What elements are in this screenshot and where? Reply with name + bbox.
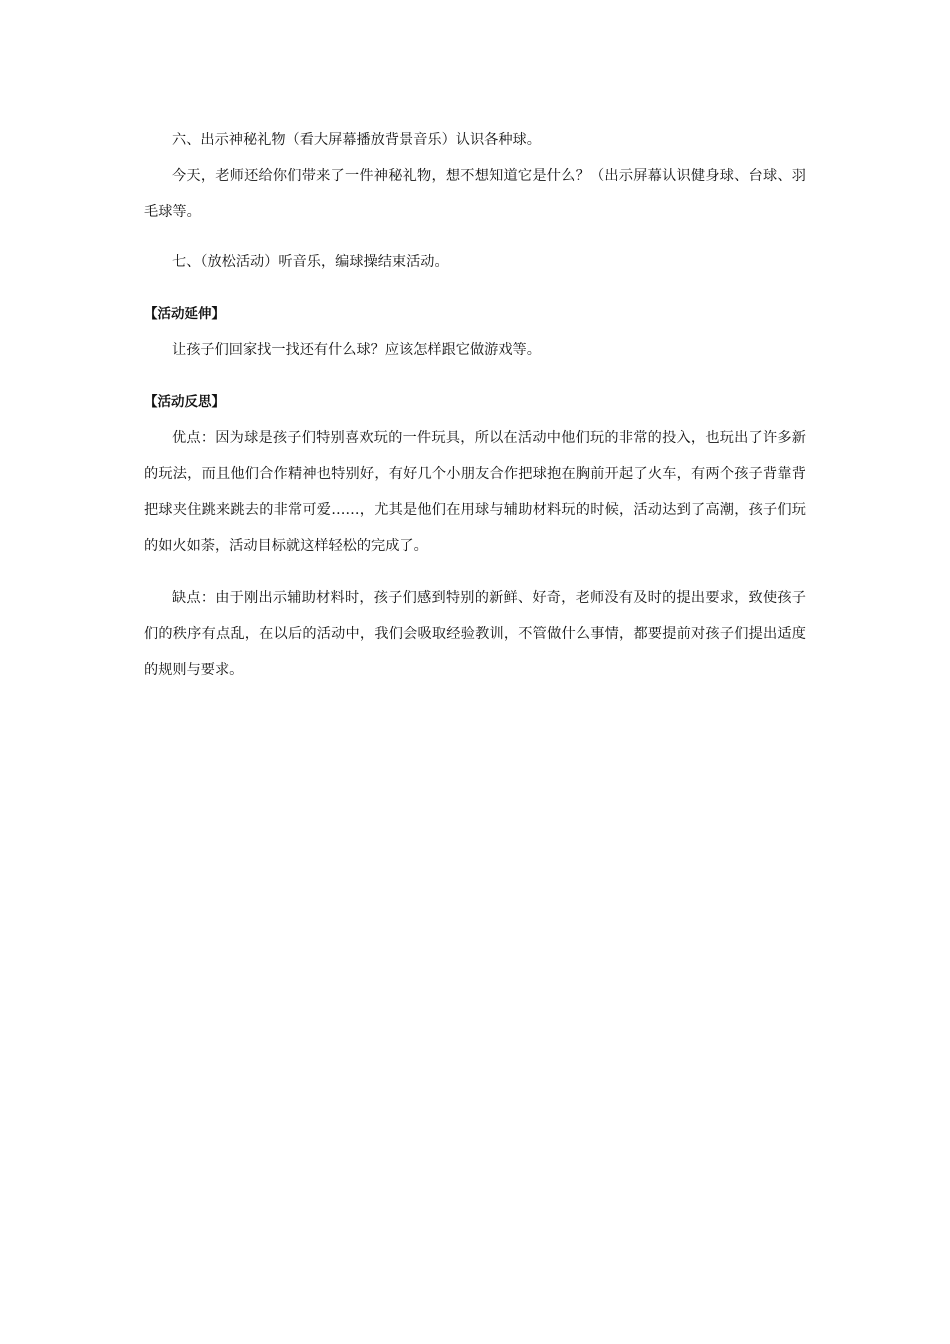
spacer — [144, 368, 806, 384]
document-page — [144, 122, 806, 688]
extension-heading: 【活动延伸】 — [144, 306, 225, 322]
step6-title: 六、出示神秘礼物（看大屏幕播放背景音乐）认识各种球。 — [172, 132, 541, 148]
reflection-advantages: 优点：因为球是孩子们特别喜欢玩的一件玩具，所以在活动中他们玩的非常的投入，也玩出了许多新的玩法，而且他们合作精神也特别好，有好几个小朋友合作把球抱在胸前开起了火车，有两个孩子背靠背把球夹住跳来跳去的非常可爱……，尤其是他们在用球与辅助材料玩的时候，活动达到了高潮，孩子们玩的如火如荼，活动目标就这样轻松的完成了。 — [144, 430, 806, 554]
reflection-shortcomings: 缺点：由于刚出示辅助材料时，孩子们感到特别的新鲜、好奇，老师没有及时的提出要求，致使孩子们的秩序有点乱，在以后的活动中，我们会吸取经验教训，不管做什么事情，都要提前对孩子们提出适度的规则与要求。 — [144, 590, 806, 678]
spacer — [144, 230, 806, 244]
reflection-heading: 【活动反思】 — [144, 394, 225, 410]
spacer — [144, 280, 806, 296]
extension-body: 让孩子们回家找一找还有什么球？应该怎样跟它做游戏等。 — [172, 342, 541, 358]
step6-body: 今天，老师还给你们带来了一件神秘礼物，想不想知道它是什么？（出示屏幕认识健身球、台球、羽毛球等。 — [144, 168, 806, 220]
spacer — [144, 564, 806, 580]
step7-title: 七、（放松活动）听音乐，编球操结束活动。 — [172, 254, 449, 270]
